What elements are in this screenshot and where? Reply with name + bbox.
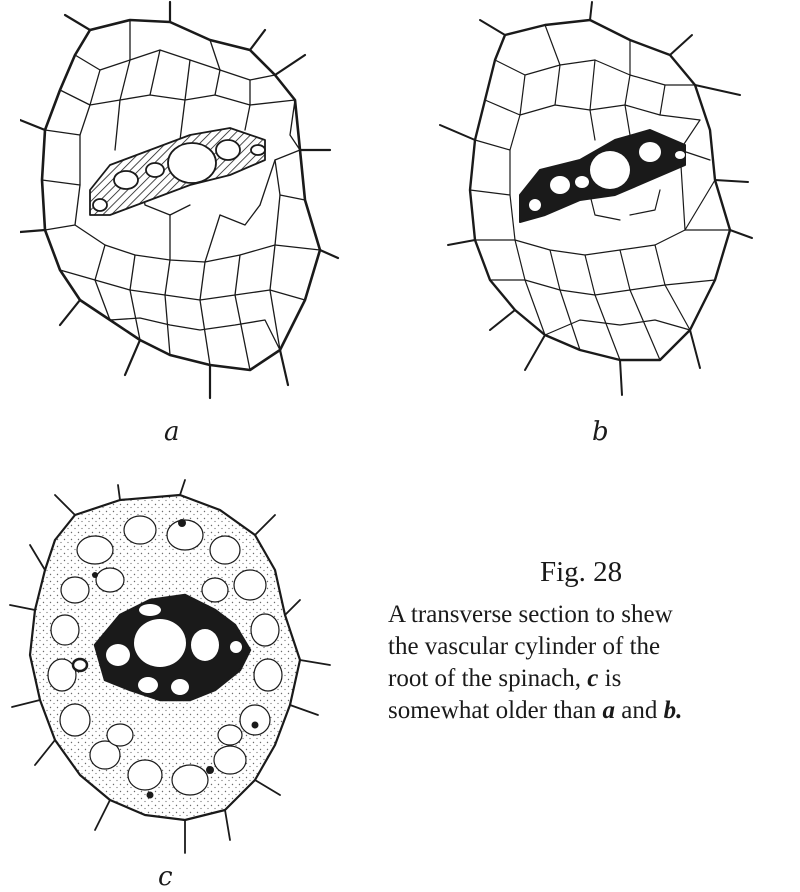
vessel-small-left (93, 199, 107, 211)
vessel-far-right (230, 641, 242, 653)
caption-var-a: a (602, 697, 616, 724)
vessel-right (191, 629, 219, 661)
vessel-medium (639, 142, 661, 162)
caption-var-b: b. (663, 697, 683, 724)
caption-line-1: A transverse section to shew (388, 601, 673, 628)
vessel-far-left (73, 659, 87, 671)
vessel-left (550, 176, 570, 194)
diagram-panel-b (430, 0, 760, 410)
xylem-vessels-solid (520, 130, 685, 222)
caption-line-3-end: is (604, 665, 622, 692)
vessel-bottom (138, 677, 158, 693)
vessel-small-right (251, 145, 265, 155)
caption-line-3 (388, 663, 788, 695)
vessel-large (590, 151, 630, 189)
vessel-medium (216, 140, 240, 160)
vessel-left (106, 644, 130, 666)
caption-line-4-mid: and (621, 697, 658, 724)
vessel-large (134, 619, 186, 667)
caption-line-2: the vascular cylinder of the (388, 633, 661, 660)
panel-label-a: a (164, 417, 180, 447)
cross-section-c (0, 475, 380, 865)
vessel-mid-left (146, 163, 164, 177)
caption-line-3-text: root of the spinach, (388, 665, 582, 692)
panel-label-b: b (592, 417, 609, 447)
panel-label-c: c (158, 862, 173, 892)
vessel-small-right (675, 151, 685, 159)
cross-section-a (20, 0, 340, 410)
figure-title: Fig. 28 (540, 556, 623, 588)
vessel-top (139, 604, 161, 616)
caption-line-4-text: somewhat older than (388, 697, 597, 724)
figure-caption (388, 556, 788, 727)
caption-var-c: c (587, 665, 599, 692)
vessel-small-left (529, 199, 541, 211)
diagram-panel-c (0, 475, 380, 865)
diagram-panel-a (20, 0, 340, 410)
caption-line-4 (388, 695, 788, 727)
vessel-mid (575, 176, 589, 188)
figure-description (388, 599, 788, 727)
cross-section-b (430, 0, 760, 410)
vessel-large (168, 143, 216, 183)
vessel-bottom-right (171, 679, 189, 695)
outer-radial-lines (20, 2, 338, 398)
vessel-left (114, 171, 138, 189)
